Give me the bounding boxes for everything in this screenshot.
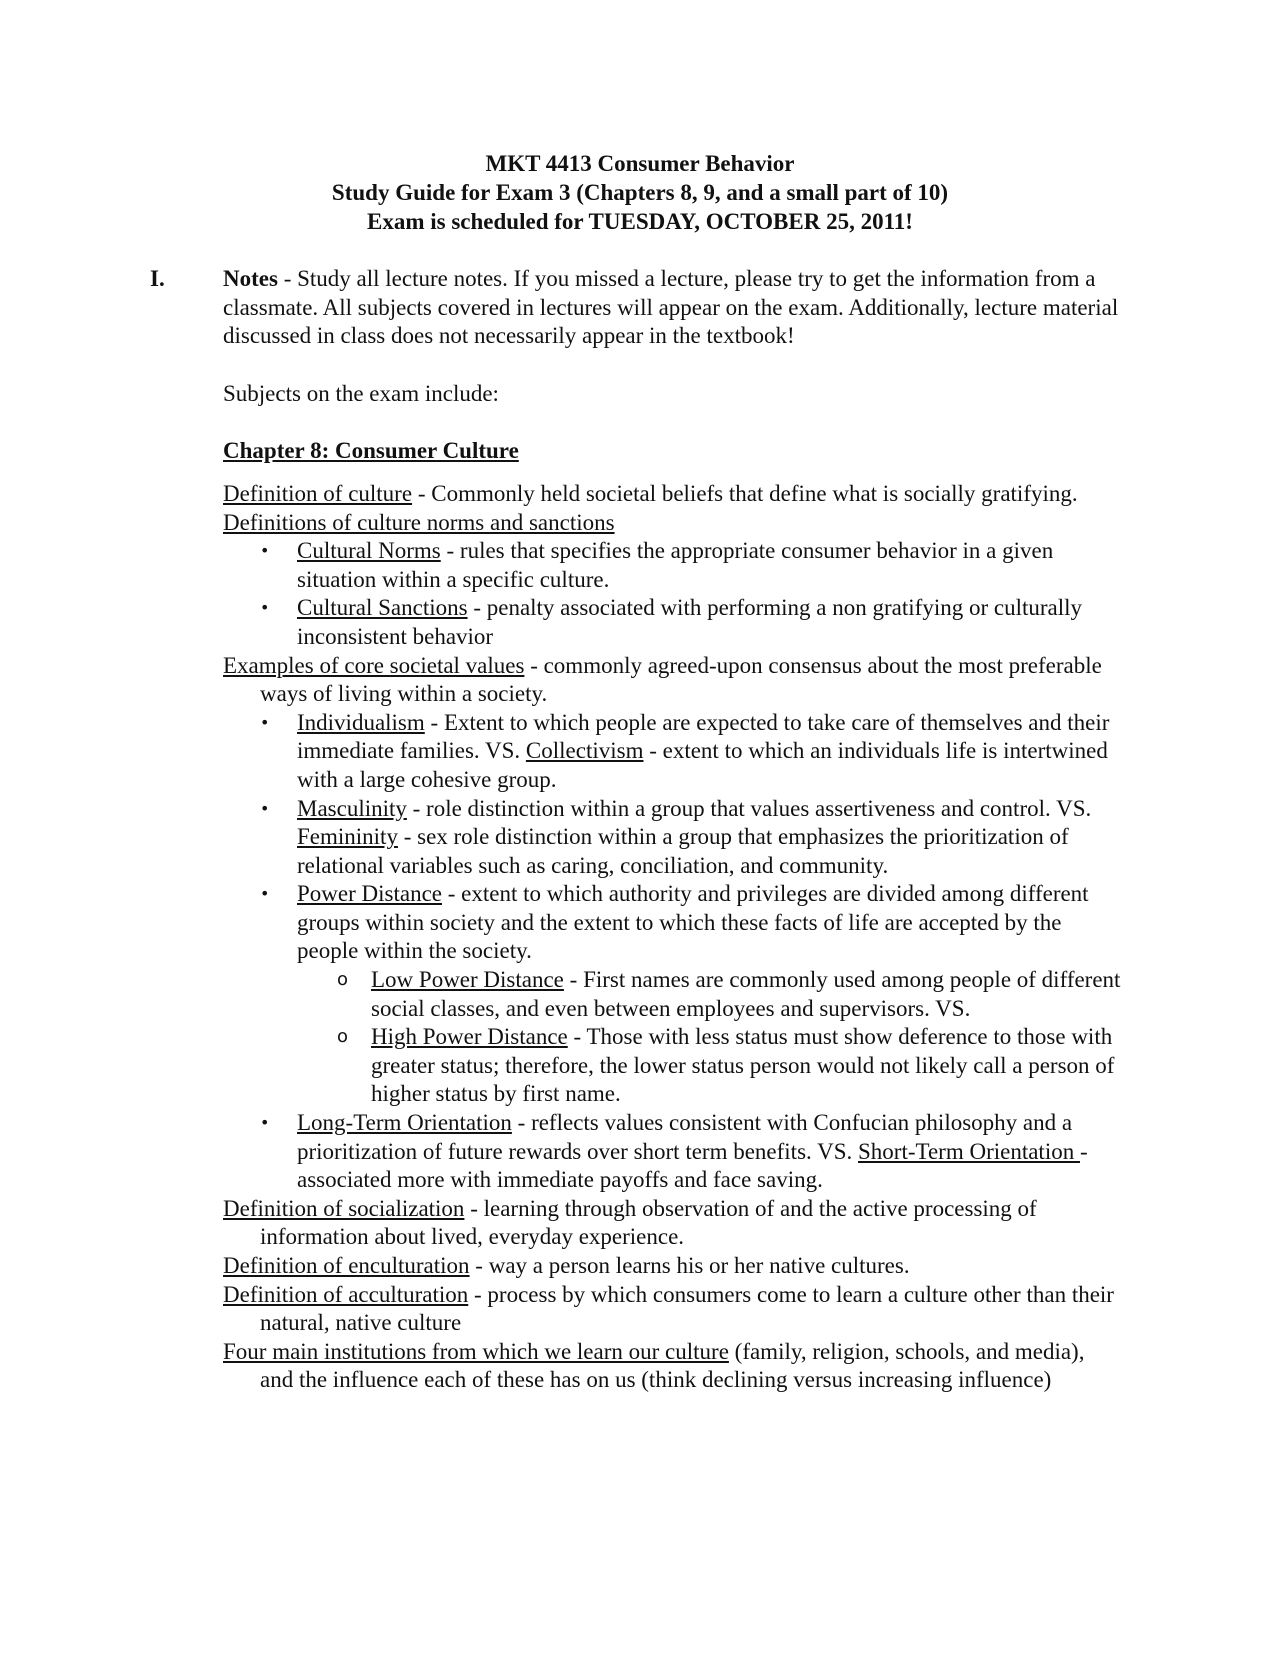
- sub-bullet-marker: o: [337, 969, 349, 991]
- sub-item-low-power-distance: [223, 966, 1123, 1023]
- definition-enculturation: [223, 1252, 1123, 1281]
- definition-text: - rules that specifies the appropriate consumer behavior in a given situation within a specific culture.: [297, 538, 1054, 592]
- list-item-cultural-norms: [223, 537, 1123, 594]
- definition-text: - penalty associated with performing a non gratifying or culturally inconsistent behavior: [297, 595, 1083, 649]
- term: Power Distance: [297, 881, 442, 907]
- bullet-marker: •: [260, 712, 270, 732]
- notes-label: Notes: [223, 266, 278, 291]
- term: Cultural Norms: [297, 538, 441, 564]
- bullet-marker: •: [260, 541, 270, 561]
- course-title: MKT 4413 Consumer Behavior: [485, 151, 795, 176]
- sub-item-high-power-distance: [223, 1023, 1123, 1109]
- definition-text: - extent to which authority and privileges are divided among different groups within society and the extent to which these facts of life are accepted by the people within the society.: [297, 881, 1089, 964]
- term: Femininity: [297, 824, 398, 850]
- definition-text: (family, religion, schools, and media), and the influence each of these has on us (think declining versus increasing influence): [260, 1338, 1085, 1393]
- term: Definitions of culture norms and sanctions: [223, 509, 615, 535]
- spacer: [223, 351, 1123, 380]
- exam-date-line: Exam is scheduled for TUESDAY, OCTOBER 25, 2011!: [367, 209, 913, 234]
- document-header: [0, 150, 1280, 237]
- study-guide-title: Study Guide for Exam 3 (Chapters 8, 9, and a small part of 10): [331, 180, 949, 205]
- definition-text: - First names are commonly used among people of different social classes, and even between employees and supervisors. VS.: [371, 967, 1121, 1021]
- term: Definition of socialization: [223, 1195, 465, 1221]
- definition-text: - role distinction within a group that values assertiveness and control. VS.: [406, 795, 1092, 821]
- definition-culture: [223, 480, 1123, 509]
- term: Four main institutions from which we learn our culture: [223, 1338, 729, 1364]
- definition-text: - reflects values consistent with Confucian philosophy and a prioritization of future rewards over short term benefits. VS.: [297, 1110, 1073, 1164]
- definition-text: - Commonly held societal beliefs that define what is socially gratifying.: [412, 480, 1078, 506]
- definition-text: - process by which consumers come to learn a culture other than their natural, native culture: [260, 1281, 1114, 1336]
- subjects-intro: Subjects on the exam include:: [223, 380, 499, 406]
- term: Long-Term Orientation: [297, 1110, 512, 1136]
- section-body: [223, 265, 1123, 1395]
- notes-paragraph: [223, 265, 1123, 351]
- term: Definition of culture: [223, 480, 413, 506]
- core-values-heading: [223, 652, 1123, 709]
- list-item-individualism: [223, 709, 1123, 795]
- term: Definition of acculturation: [223, 1281, 469, 1307]
- definition-text: - learning through observation of and the active processing of information about lived, everyday experience.: [260, 1195, 1037, 1250]
- chapter-heading: Chapter 8: Consumer Culture: [223, 438, 519, 464]
- definition-text: - Extent to which people are expected to take care of themselves and their immediate families. VS.: [297, 709, 1110, 764]
- definition-acculturation: [223, 1281, 1123, 1338]
- list-item-power-distance: [223, 880, 1123, 966]
- definition-text: - sex role distinction within a group that emphasizes the prioritization of relational variables such as caring, conciliation, and community.: [297, 824, 1069, 878]
- definition-text: - extent to which an individuals life is intertwined with a large cohesive group.: [297, 738, 1108, 792]
- bullet-marker: •: [260, 598, 270, 618]
- term: Collectivism: [525, 738, 644, 764]
- list-item-cultural-sanctions: [223, 594, 1123, 651]
- bullet-marker: •: [260, 798, 270, 818]
- term: Cultural Sanctions: [297, 595, 468, 621]
- list-item-long-term-orientation: [223, 1109, 1123, 1195]
- notes-text: - Study all lecture notes. If you missed a lecture, please try to get the information from a classmate. All subjects covered in lectures will appear on the exam. Additionally, lecture material discussed in class does not necessarily appear in the textbook!: [223, 266, 1119, 349]
- definition-text: - way a person learns his or her native cultures.: [469, 1253, 910, 1278]
- term: Examples of core societal values: [223, 652, 525, 678]
- definition-text: - associated more with immediate payoffs and face saving.: [297, 1138, 1088, 1193]
- norms-sanctions-heading: [223, 509, 1123, 538]
- term: Individualism: [297, 709, 425, 735]
- term: Definition of enculturation: [223, 1253, 470, 1278]
- section-numeral: I.: [150, 266, 165, 291]
- sub-bullet-marker: o: [337, 1026, 349, 1048]
- term: High Power Distance: [371, 1024, 568, 1050]
- bullet-marker: •: [260, 884, 270, 904]
- term: Masculinity: [297, 795, 407, 821]
- term: Short-Term Orientation: [858, 1138, 1080, 1164]
- institutions-item: [223, 1338, 1123, 1395]
- definition-text: - commonly agreed-upon consensus about the most preferable ways of living within a society.: [260, 652, 1102, 707]
- bullet-marker: •: [260, 1113, 270, 1133]
- definition-socialization: [223, 1195, 1123, 1252]
- definition-text: - Those with less status must show deference to those with greater status; therefore, the lower status person would not likely call a person of higher status by first name.: [371, 1024, 1115, 1107]
- term: Low Power Distance: [371, 967, 564, 993]
- list-item-masculinity: [223, 795, 1123, 881]
